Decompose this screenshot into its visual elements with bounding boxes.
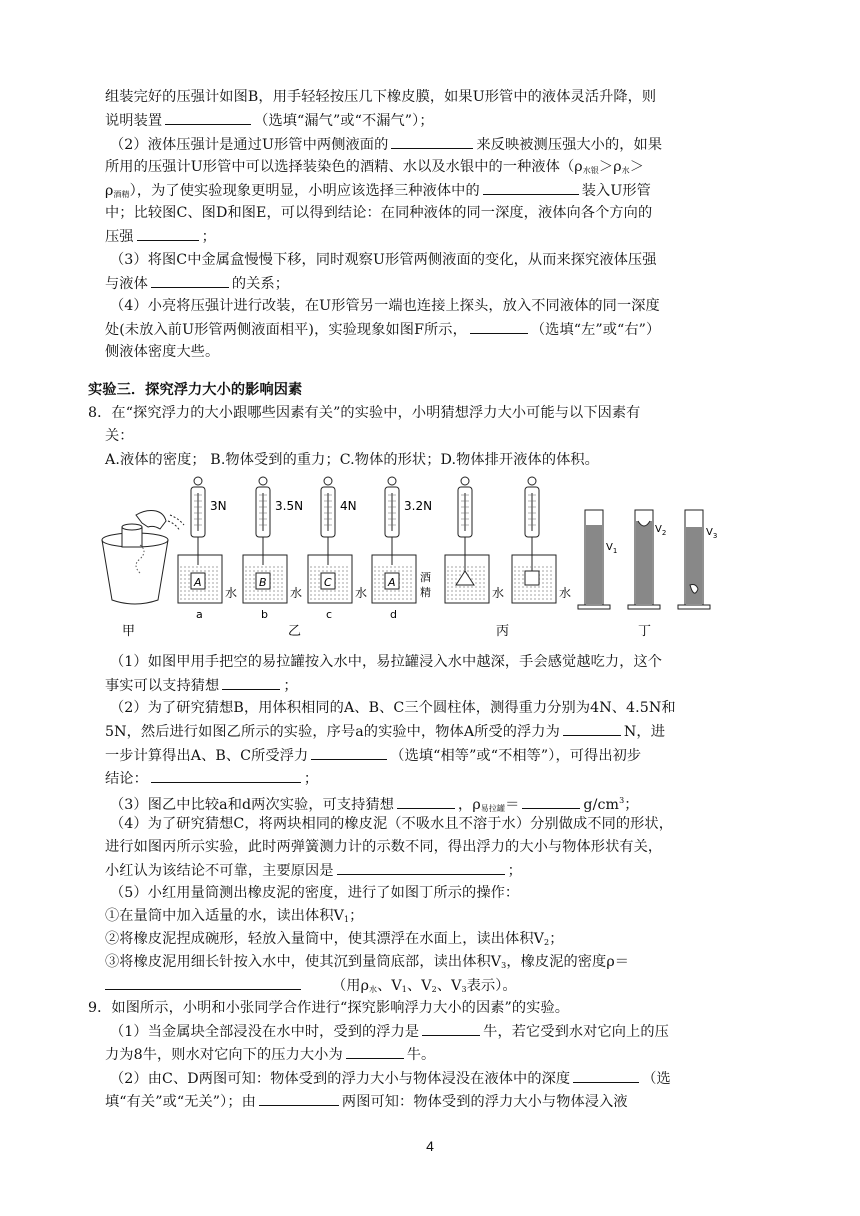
spring-scale-a [178, 477, 237, 621]
volume-label: $V_2$ [655, 524, 667, 537]
object-label: A [194, 576, 202, 589]
answer-blank[interactable] [470, 319, 528, 334]
answer-blank[interactable] [337, 860, 505, 875]
text-line: ①在量筒中加入适量的水，读出体积$V_1$； [105, 908, 364, 924]
answer-blank[interactable] [151, 768, 301, 783]
text-line: 填“有关”或“无关”）；由 两图可知：物体受到的浮力大小与物体浸入液 [105, 1091, 628, 1112]
liquid-label: 水 [225, 586, 238, 600]
object-label: C [324, 576, 332, 589]
setup-label: a [196, 608, 203, 621]
text-line: （3）图乙中比较a和d两次实验，可支持猜想 ，$\rho_{易拉罐}= g/cm^3$； [110, 796, 639, 813]
answer-blank[interactable] [222, 675, 280, 690]
answer-blank[interactable] [573, 1068, 639, 1083]
spring-scale-clay-triangle [445, 477, 504, 603]
text-line: A.液体的密度； B.物体受到的重力；C.物体的形状；D.物体排开液体的体积。 [105, 452, 599, 468]
text-line: 5N，然后进行如图乙所示的实验，序号a的实验中，物体A所受的浮力为 N，进 [105, 721, 665, 742]
text-line: 事实可以支持猜想 ； [105, 675, 298, 696]
bucket-with-can [102, 511, 184, 605]
scale-reading: 3.5N [275, 499, 304, 513]
text-line: 关： [105, 428, 134, 444]
text-line: （1）如图甲用手把空的易拉罐按入水中，易拉罐浸入水中越深，手会感觉越吃力，这个 [110, 654, 663, 670]
text-line: （5）小红用量筒测出橡皮泥的密度，进行了如图丁所示的操作： [110, 885, 520, 901]
experiment-figure [100, 475, 740, 645]
page-number: 4 [426, 1138, 434, 1154]
setup-label: c [326, 608, 333, 621]
text-line: （用$\rho_水$、$V_1$、$V_2$、$V_3$表示）。 [105, 975, 517, 1000]
text-line: 中；比较图C、图D和图E，可以得到结论：在同种液体的同一深度，液体向各个方向的 [105, 205, 653, 221]
answer-blank[interactable] [311, 745, 387, 760]
spring-scale-d [372, 477, 432, 621]
text-line: 压强 ； [105, 226, 216, 247]
text-line: $\rho_{酒精}$），为了使实验现象更明显，小明应该选择三种液体中的 装入U形管 [105, 180, 651, 205]
answer-blank[interactable] [422, 1021, 480, 1036]
spring-scale-c [308, 477, 367, 621]
text-line: （4）小亮将压强计进行改装，在U形管另一端也连接上探头，放入不同液体的同一深度 [110, 298, 660, 314]
group-label-yi: 乙 [288, 624, 302, 639]
answer-blank[interactable] [151, 273, 229, 288]
liquid-label: 水 [355, 586, 368, 600]
answer-blank[interactable] [483, 180, 579, 195]
answer-blank[interactable] [397, 794, 455, 809]
liquid-label: 水 [559, 586, 572, 600]
text-line: 进行如图丙所示实验，此时两弹簧测力计的示数不同，得出浮力的大小与物体形状有关， [105, 839, 663, 855]
text-line: （2）由C、D两图可知：物体受到的浮力大小与物体浸没在液体中的深度 （选 [110, 1068, 671, 1089]
text-line: （2）液体压强计是通过U形管中两侧液面的 来反映被测压强大小的，如果 [110, 134, 662, 155]
question-9-stem: 9．如图所示，小明和小张同学合作进行“探究影响浮力大小的因素”的实验。 [88, 1000, 570, 1016]
text-line: 结论： ； [105, 768, 318, 789]
answer-blank[interactable] [165, 110, 251, 125]
text-line: 组装完好的压强计如图B，用手轻轻按压几下橡皮膜，如果U形管中的液体灵活升降，则 [105, 89, 657, 105]
answer-blank[interactable] [391, 134, 473, 149]
object-label: A [388, 576, 396, 589]
group-label-jia: 甲 [122, 624, 136, 639]
answer-blank[interactable] [105, 975, 301, 990]
answer-blank[interactable] [563, 721, 621, 736]
liquid-label: 水 [492, 586, 505, 600]
liquid-label: 酒 [420, 571, 431, 584]
volume-label: $V_3$ [706, 527, 718, 540]
text-line: ②将橡皮泥捏成碗形，轻放入量筒中，使其漂浮在水面上，读出体积$V_2$； [105, 931, 564, 947]
text-line: （2）为了研究猜想B，用体积相同的A、B、C三个圆柱体，测得重力分别为4N、4.5N和 [110, 700, 676, 716]
text-line: 侧液体密度大些。 [105, 344, 220, 360]
text-line: ③将橡皮泥用细长针按入水中，使其沉到量筒底部，读出体积$V_3$，橡皮泥的密度ρ＝ [105, 954, 630, 970]
text-line: 处(未放入前U形管两侧液面相平)，实验现象如图F所示， （选填“左”或“右”） [105, 319, 660, 340]
text-line: （1）当金属块全部浸没在水中时，受到的浮力是 牛，若它受到水对它向上的压 [110, 1021, 669, 1042]
setup-label: d [390, 608, 397, 621]
text-line: 说明装置 （选填“漏气”或“不漏气”）； [105, 110, 434, 131]
text-line: 力为8牛，则水对它向下的压力大小为 牛。 [105, 1044, 435, 1065]
answer-blank[interactable] [522, 794, 580, 809]
text-line: 所用的压强计U形管中可以选择装染色的酒精、水以及水银中的一种液体（$\rho_{水银}>\rho_水>$ [105, 159, 645, 175]
volume-label: $V_1$ [606, 542, 618, 555]
text-line: 一步计算得出A、B、C所受浮力 （选填“相等”或“不相等”），可得出初步 [105, 745, 641, 766]
question-8-stem: 8．在“探究浮力的大小跟哪些因素有关”的实验中，小明猜想浮力大小可能与以下因素有 [88, 405, 641, 421]
group-label-ding: 丁 [638, 624, 652, 639]
liquid-label: 水 [290, 586, 303, 600]
answer-blank[interactable] [137, 226, 199, 241]
graduated-cylinder-3 [678, 510, 717, 609]
answer-blank[interactable] [259, 1091, 339, 1106]
group-label-bing: 丙 [496, 624, 510, 639]
answer-blank[interactable] [346, 1044, 404, 1059]
scale-reading: 3.2N [404, 499, 433, 513]
graduated-cylinder-1 [578, 510, 617, 609]
text-line: （4）为了研究猜想C，将两块相同的橡皮泥（不吸水且不溶于水）分别做成不同的形状， [110, 816, 674, 832]
scale-reading: 3N [210, 499, 227, 513]
spring-scale-clay-square [512, 477, 571, 603]
setup-label: b [261, 608, 268, 621]
object-label: B [259, 576, 267, 589]
spring-scale-b [243, 477, 303, 621]
section-title: 实验三．探究浮力大小的影响因素 [88, 382, 303, 398]
scale-reading: 4N [340, 499, 357, 513]
text-line: （3）将图C中金属盒慢慢下移，同时观察U形管两侧液面的变化，从而来探究液体压强 [110, 252, 657, 268]
liquid-label: 精 [420, 586, 431, 599]
text-line: 小红认为该结论不可靠，主要原因是 ； [105, 860, 522, 881]
graduated-cylinder-2 [628, 510, 666, 609]
text-line: 与液体 的关系； [105, 273, 289, 294]
